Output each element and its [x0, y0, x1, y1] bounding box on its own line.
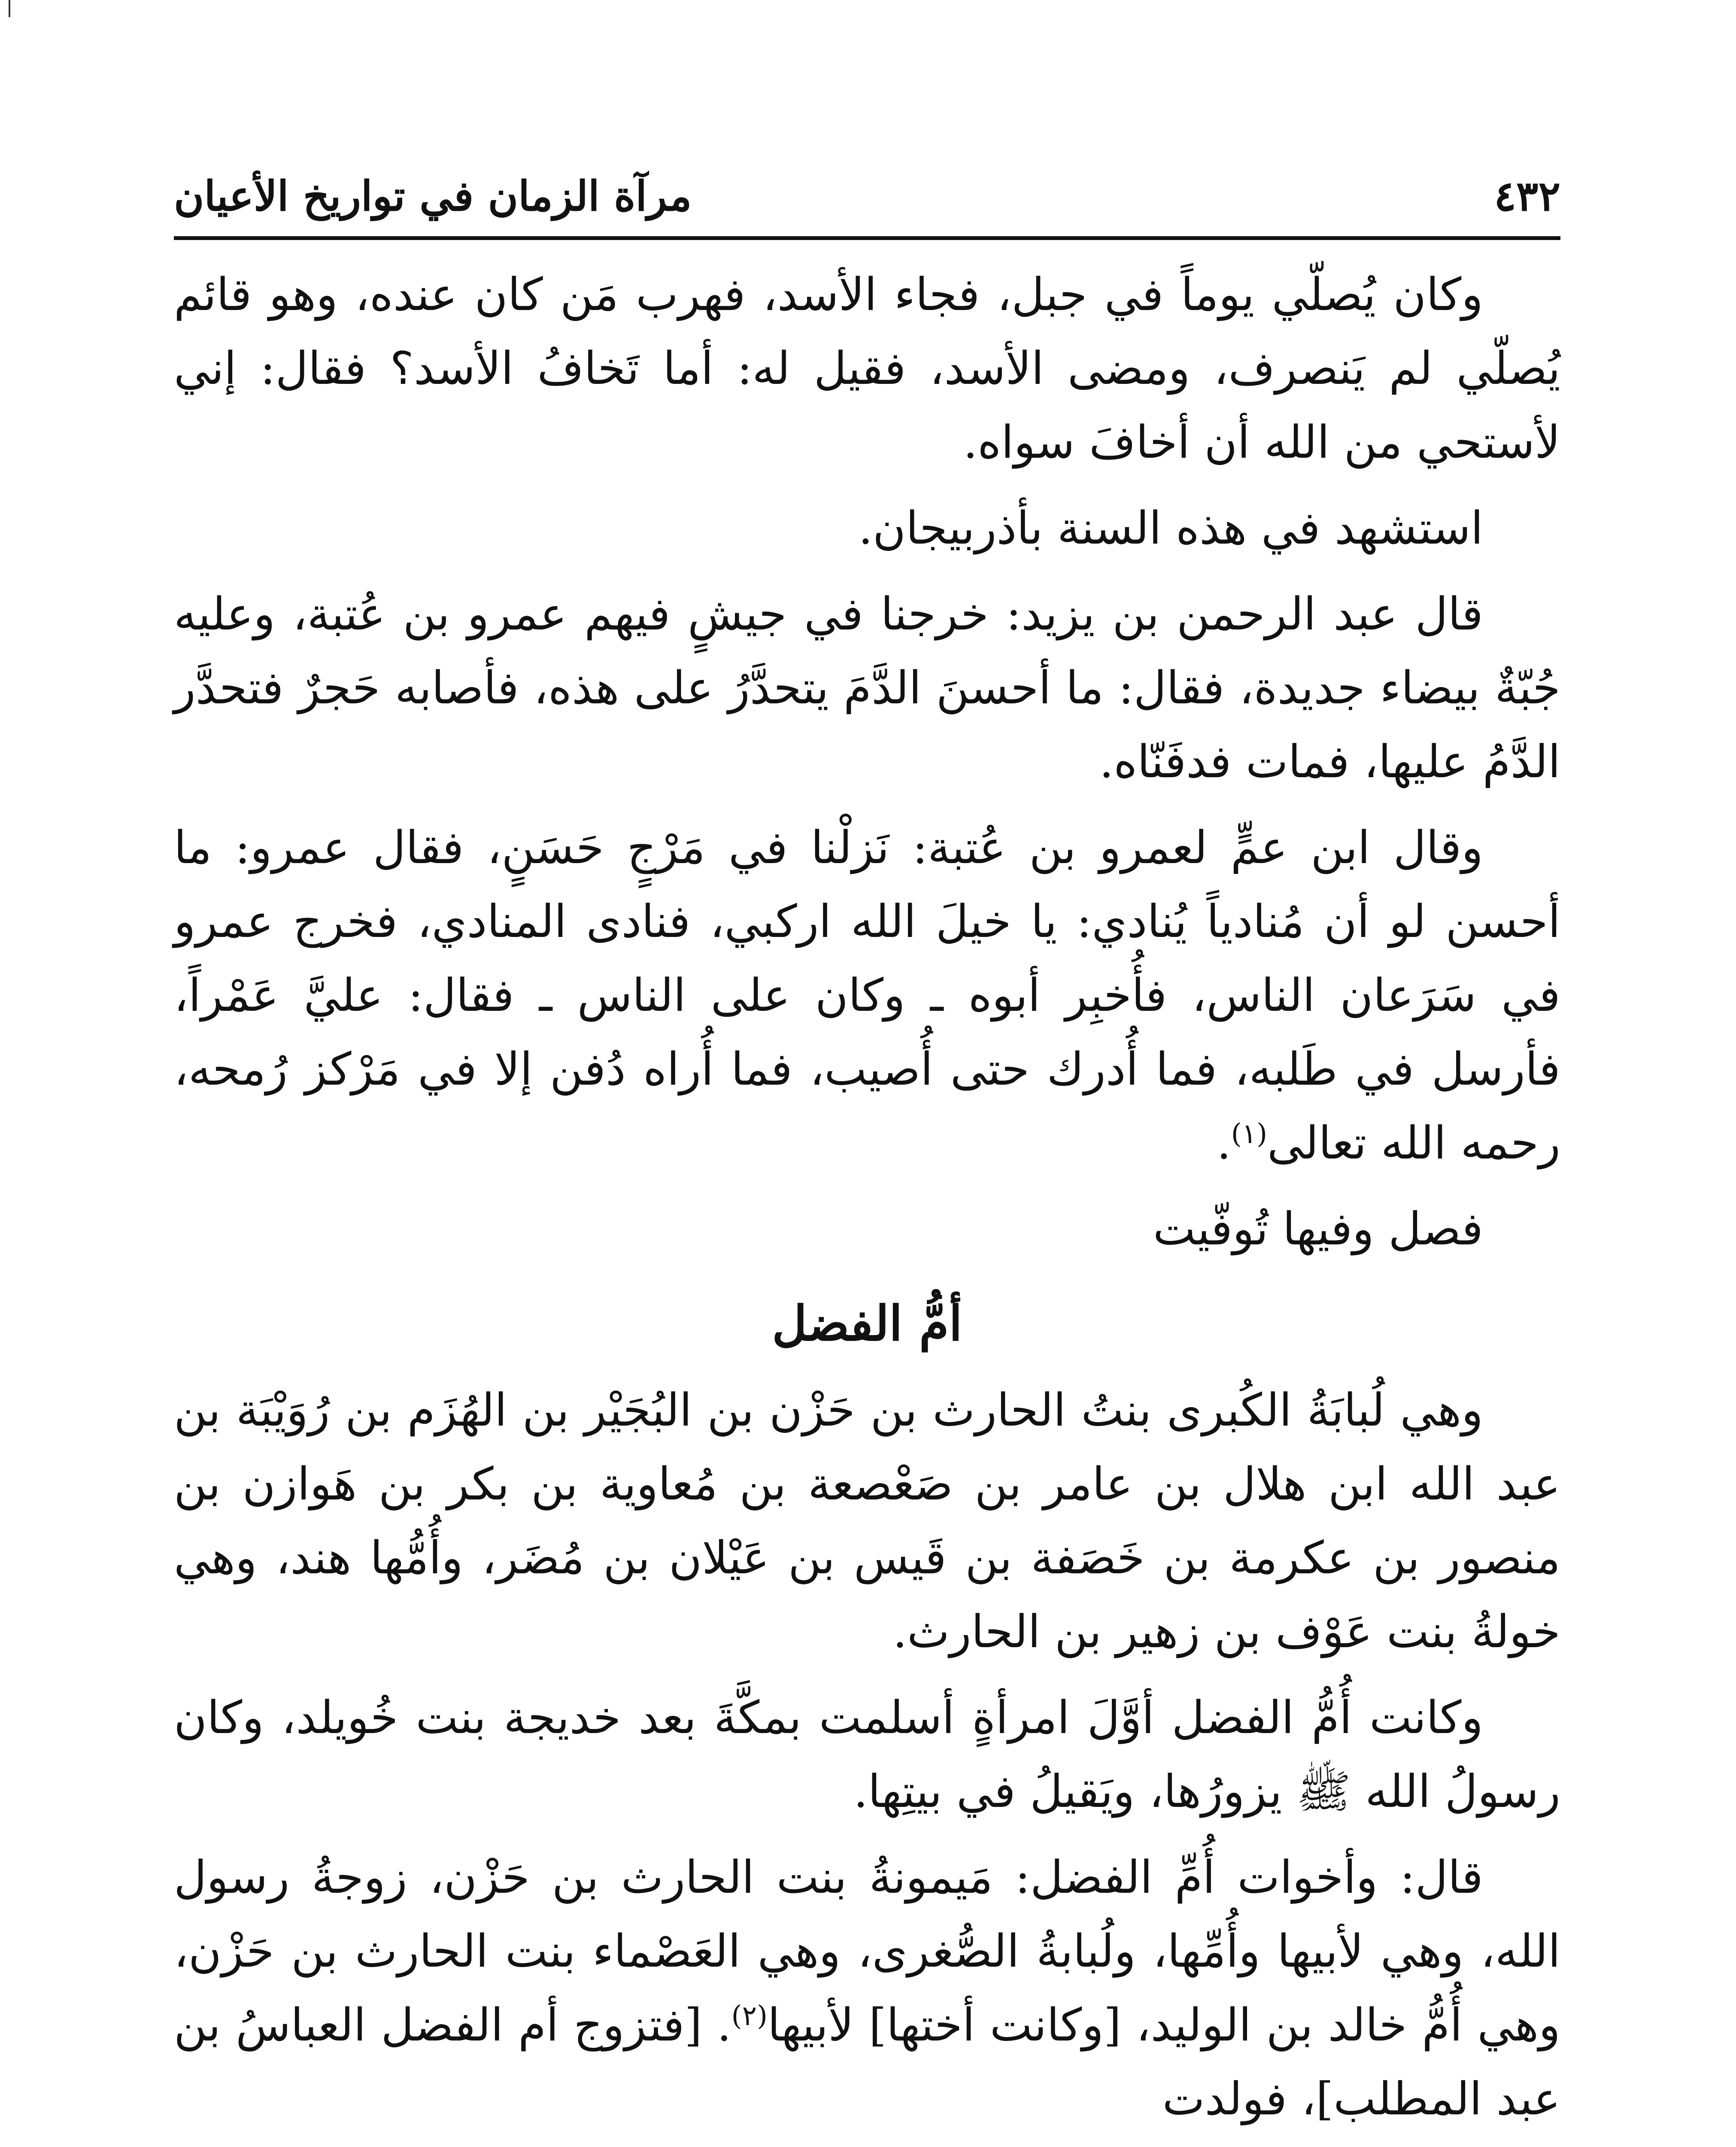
paragraph-8-end: . [فتزوج أم الفضل العباسُ بن عبد المطلب]، فولدت	[174, 1999, 1560, 2125]
paragraph-6: وهي لُبابَةُ الكُبرى بنتُ الحارث بن حَزْن بن البُجَيْر بن الهُزَم بن رُوَيْبَة بن عبد الله ابن هلال بن عامر بن صَعْصعة بن مُعاوية بن بكر بن هَوازن بن منصور بن عكرمة بن خَصَفة بن قَيس بن عَيْلان بن مُضَر، وأُمُّها هند، وهي خولةُ بنت عَوْف بن زهير بن الحارث.	[174, 1384, 1560, 1658]
main-text	[174, 258, 1560, 2147]
paragraph-2: استشهد في هذه السنة بأذربيجان.	[858, 502, 1483, 554]
running-title: مرآة الزمان في تواريخ الأعيان	[174, 172, 692, 220]
page-number: ٤٣٢	[1494, 172, 1560, 220]
paragraph-5: فصل وفيها تُوفّيت	[1153, 1203, 1483, 1255]
paragraph-8	[174, 1840, 1560, 2136]
page-header	[174, 163, 1560, 240]
paragraph-4	[174, 811, 1560, 1180]
paragraph-1: وكان يُصلّي يوماً في جبل، فجاء الأسد، فهرب مَن كان عنده، وهو قائم يُصلّي لم يَنصرف، ومضى الأسد، فقيل له: أما تَخافُ الأسد؟ فقال: إني لأستحي من الله أن أخافَ سواه.	[174, 268, 1560, 468]
paragraph-7: وكانت أُمُّ الفضل أوَّلَ امرأةٍ أسلمت بمكَّةَ بعد خديجة بنت خُويلد، وكان رسولُ الله ﷺ يزورُها، ويَقيلُ في بيتِها.	[174, 1691, 1560, 1818]
footnote-ref-2: (٢)	[731, 2000, 768, 2032]
paragraph-4-text: وقال ابن عمٍّ لعمرو بن عُتبة: نَزلْنا في مَرْجٍ حَسَنٍ، فقال عمرو: ما أحسن لو أن مُنادياً يُنادي: يا خيلَ الله اركبي، فنادى المنادي، فخرج عمرو في سَرَعان الناس، فأُخبِر أبوه ـ وكان على الناس ـ فقال: عليَّ عَمْراً، فأرسل في طَلبه، فما أُدرك حتى أُصيب، فما أُراه دُفن إلا في مَرْكز رُمحه، رحمه الله تعالى	[174, 821, 1560, 1169]
paragraph-3: قال عبد الرحمن بن يزيد: خرجنا في جيشٍ فيهم عمرو بن عُتبة، وعليه جُبّةٌ بيضاء جديدة، فقال: ما أحسنَ الدَّمَ يتحدَّرُ على هذه، فأصابه حَجرٌ فتحدَّر الدَّمُ عليها، فمات فدفَنّاه.	[174, 588, 1560, 788]
footnote-ref-1: (١)	[1231, 1118, 1268, 1150]
scan-corner-mark	[9, 0, 10, 17]
paragraph-8-text: قال: وأخوات أُمِّ الفضل: مَيمونةُ بنت الحارث بن حَزْن، زوجةُ رسول الله، وهي لأبيها وأُمِّها، ولُبابةُ الصُّغرى، وهي العَصْماء بنت الحارث بن حَزْن، وهي أُمُّ خالد بن الوليد، [وكانت أختها] لأبيها	[174, 1851, 1560, 2051]
paragraph-4-end: .	[1217, 1117, 1231, 1169]
section-title: أمُّ الفضل	[772, 1295, 962, 1352]
